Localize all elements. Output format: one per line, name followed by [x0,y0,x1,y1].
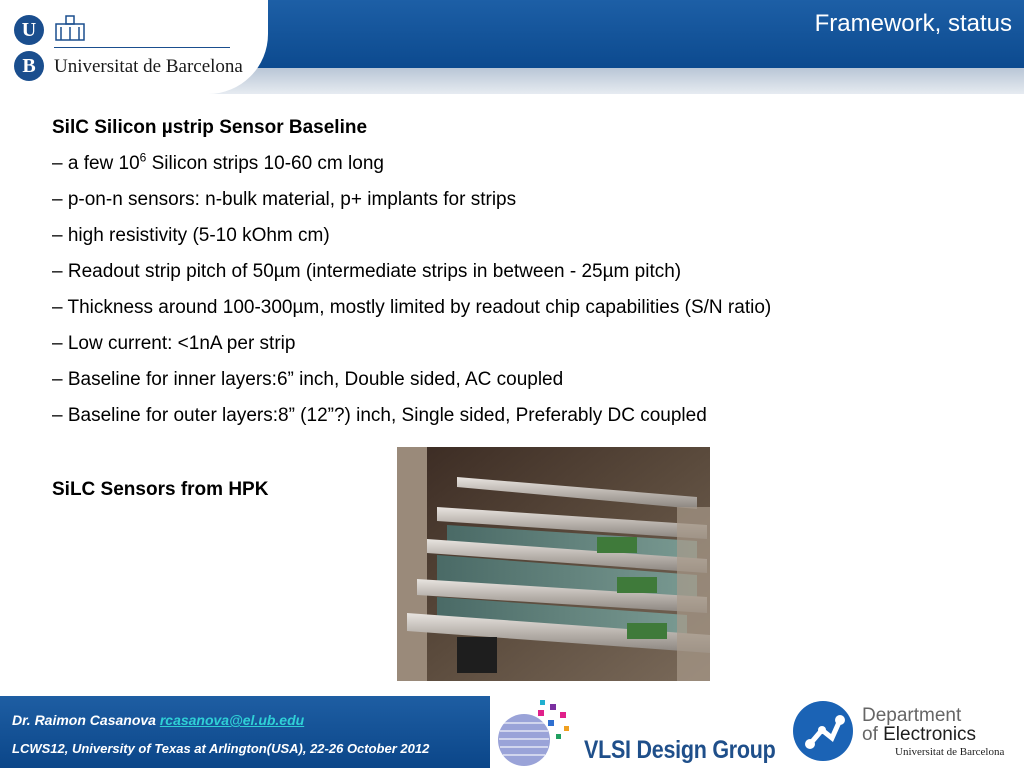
building-icon [54,14,86,42]
department-logo-icon [792,700,854,762]
bullet-item: – high resistivity (5-10 kOhm cm) [52,225,330,246]
bullet-item: – Readout strip pitch of 50µm (intermediate strips in between - 25µm pitch) [52,261,682,282]
department-university: Universitat de Barcelona [895,746,1005,758]
bullet-superscript: 6 [139,150,147,165]
author-email-link[interactable]: rcasanova@el.ub.edu [159,712,305,728]
vlsi-design-group-label: VLSI Design Group [584,736,776,764]
logo-divider [54,47,230,48]
author-line [12,712,304,728]
department-name [862,724,976,746]
conference-line: LCWS12, University of Texas at Arlington(USA), 22-26 October 2012 [12,741,430,756]
footer-info-panel [0,696,490,768]
bullet-text: Silicon strips 10-60 cm long [146,153,384,174]
bullet-item: – Thickness around 100-300µm, mostly limited by readout chip capabilities (S/N ratio) [52,297,772,318]
university-logo [0,0,268,94]
slide-title: Framework, status [814,10,1012,37]
bullet-text: – a few 10 [52,153,140,174]
dept-of-text: of [862,724,884,745]
logo-letter-b: B [14,51,44,81]
vlsi-logo-icon [494,700,578,768]
slide-content [52,114,771,438]
department-label: Department [862,705,962,726]
university-name: Universitat de Barcelona [54,56,243,77]
section-heading: SilC Silicon µstrip Sensor Baseline [52,117,368,138]
sensor-photo [397,447,710,681]
dept-electronics-text: Electronics [883,724,977,745]
bullet-item: – Baseline for outer layers:8” (12”?) inch, Single sided, Preferably DC coupled [52,405,707,426]
logo-letter-u: U [14,15,44,45]
bullet-item: – p-on-n sensors: n-bulk material, p+ implants for strips [52,189,517,210]
section-heading: SiLC Sensors from HPK [52,479,269,500]
bullet-item: – Low current: <1nA per strip [52,333,296,354]
author-name: Dr. Raimon Casanova [12,712,156,728]
bullet-item: – Baseline for inner layers:6” inch, Double sided, AC coupled [52,369,564,390]
bullet-item [52,150,771,186]
